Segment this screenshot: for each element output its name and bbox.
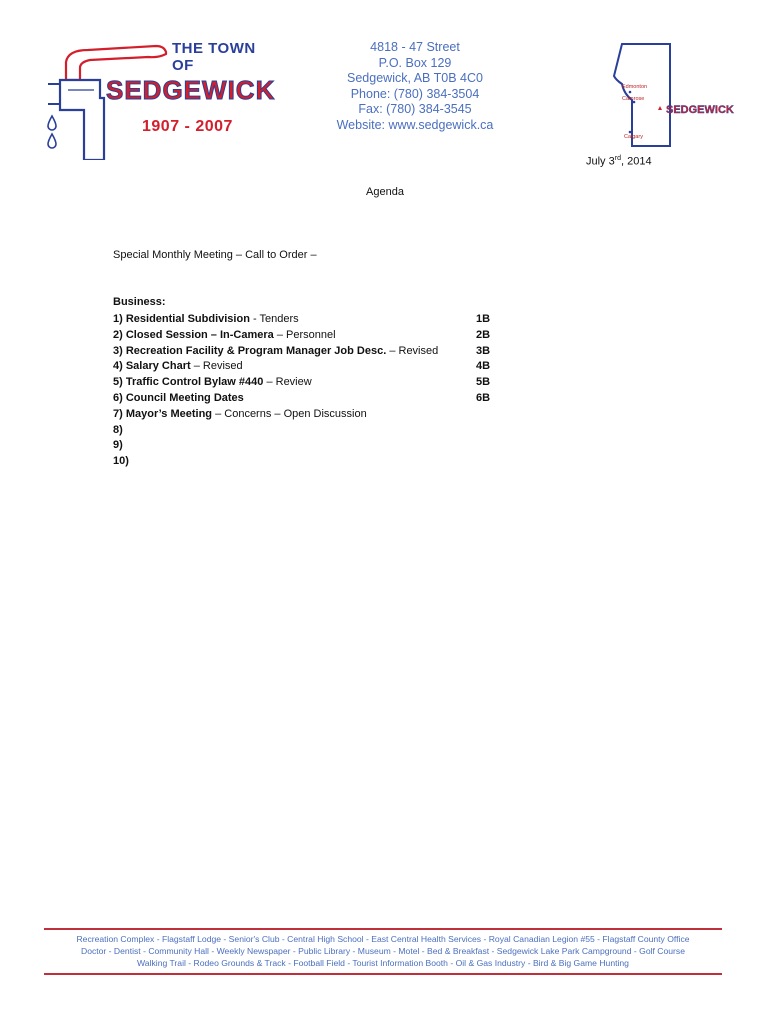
agenda-item-code: 3B [476, 344, 491, 357]
date-prefix: July 3 [586, 155, 615, 168]
agenda-item-code: 6B [476, 391, 491, 404]
agenda-item-title: 1) Residential Subdivision [113, 313, 250, 325]
agenda-item-note: – Revised [386, 344, 439, 357]
address-city: Sedgewick, AB T0B 4C0 [347, 71, 483, 85]
agenda-item-title: 4) Salary Chart [113, 360, 191, 373]
town-address [320, 40, 510, 133]
logo-town-of-text: THE TOWN OF [172, 40, 256, 74]
agenda-item-title: 6) Council Meeting Dates [113, 391, 244, 404]
map-city-1: Edmonton [622, 84, 648, 90]
date-suffix: , 2014 [620, 155, 652, 168]
agenda-item [113, 328, 503, 344]
business-heading: Business: [113, 296, 166, 308]
footer-line-2: Doctor - Dentist - Community Hall - Weekly Newspaper - Public Library - Museum - Motel - Bed & Breakfast - Sedgewick Lake Park Campground - Golf Course [80, 946, 685, 956]
agenda-item-note: – Concerns – Open Discussion [212, 407, 367, 420]
footer-line-1: Recreation Complex - Flagstaff Lodge - Senior's Club - Central High School - East Central Health Services - Royal Canadian Legion #55 - Flagstaff County Office [76, 934, 690, 944]
agenda-item-code: 5B [476, 376, 491, 389]
date-superscript: rd [614, 155, 621, 162]
alberta-map [608, 40, 740, 150]
address-street: 4818 - 47 Street [370, 40, 460, 54]
meeting-call-to-order: Special Monthly Meeting – Call to Order – [113, 249, 317, 261]
agenda-title: Agenda [366, 186, 404, 198]
map-city-2: Camrose [622, 96, 645, 102]
document-date [586, 155, 652, 168]
agenda-item-note: – Review [263, 376, 312, 389]
agenda-item-note: – Personnel [273, 328, 336, 341]
agenda-item-code: 4B [476, 360, 491, 373]
footer-bottom-rule [44, 973, 722, 975]
logo-years: 1907 - 2007 [142, 118, 233, 135]
agenda-items [113, 312, 503, 470]
address-po-box: P.O. Box 129 [378, 55, 452, 70]
town-logo [38, 40, 278, 160]
agenda-item-note: – Revised [190, 360, 243, 373]
agenda-item [113, 344, 503, 360]
agenda-item [113, 391, 503, 407]
agenda-item-title: 9) [113, 439, 123, 452]
agenda-item [113, 438, 503, 454]
agenda-item-code: 1B [476, 313, 491, 325]
agenda-item [113, 407, 503, 423]
agenda-item-title: 8) [113, 423, 123, 436]
agenda-item-code: 2B [476, 328, 491, 341]
agenda-item [113, 454, 503, 470]
agenda-item [113, 312, 503, 328]
agenda-item-title: 2) Closed Session – In-Camera [113, 328, 274, 341]
address-phone: Phone: (780) 384-3504 [350, 86, 480, 101]
footer-top-rule [44, 928, 722, 930]
agenda-item-title: 10) [113, 455, 129, 468]
logo-town-name: SEDGEWICK [106, 75, 276, 105]
map-sedgewick-label: SEDGEWICK [666, 104, 734, 116]
agenda-item [113, 375, 503, 391]
footer-line-3: Walking Trail - Rodeo Grounds & Track - Football Field - Tourist Information Booth - Oil & Gas Industry - Bird & Big Game Hunting [137, 958, 629, 968]
agenda-item-title: 5) Traffic Control Bylaw #440 [113, 376, 264, 389]
footer-services [44, 933, 722, 969]
address-website: Website: www.sedgewick.ca [336, 117, 494, 132]
agenda-item-title: 3) Recreation Facility & Program Manager Job Desc. [113, 344, 387, 357]
agenda-item [113, 359, 503, 375]
agenda-item-title: 7) Mayor’s Meeting [113, 407, 213, 420]
agenda-item-note: - Tenders [249, 313, 299, 325]
address-fax: Fax: (780) 384-3545 [358, 102, 472, 116]
map-city-3: Calgary [624, 134, 643, 140]
agenda-item [113, 423, 503, 439]
